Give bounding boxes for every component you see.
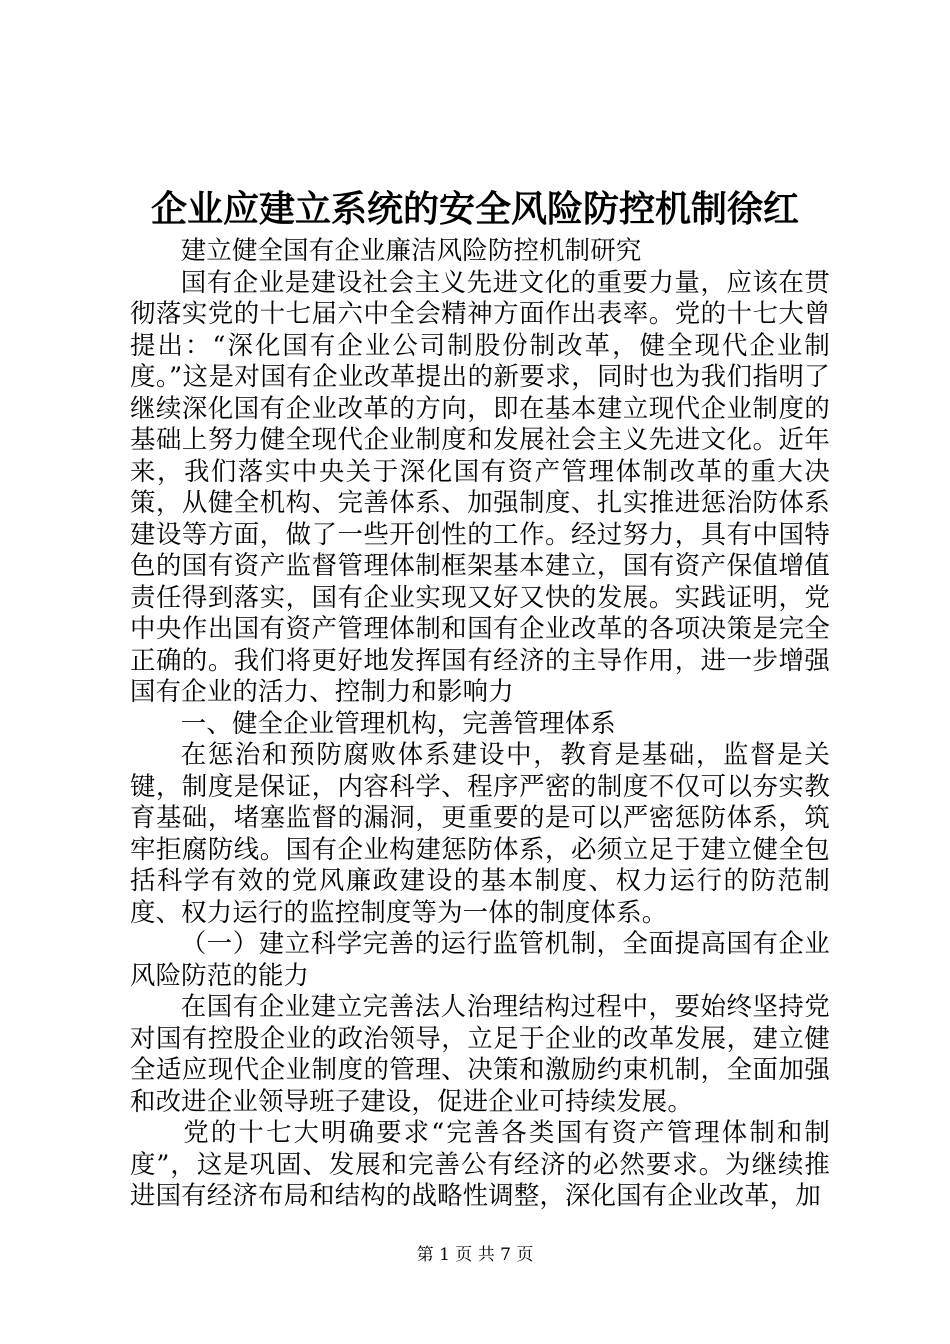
subsection-heading-1: （一）建立科学完善的运行监管机制，全面提高国有企业风险防范的能力 <box>130 928 830 990</box>
paragraph-state-assets: 党的十七大明确要求“完善各类国有资产管理体制和制度”，这是巩固、发展和完善公有经济的必然要求。为继续推进国有经济布局和结构的战略性调整，深化国有企业改革，加 <box>130 1117 830 1210</box>
page-number: 第 1 页 共 7 页 <box>416 1245 534 1265</box>
document-title: 企业应建立系统的安全风险防控机制徐红 <box>150 188 799 230</box>
document-body <box>130 235 830 1212</box>
paragraph-anti-corruption: 在惩治和预防腐败体系建设中，教育是基础，监督是关键，制度是保证，内容科学、程序严密的制度不仅可以夯实教育基础，堵塞监督的漏洞，更重要的是可以严密惩防体系，筑牢拒腐防线。国有企业构建惩防体系，必须立足于建立健全包括科学有效的党风廉政建设的基本制度、权力运行的防范制度、权力运行的监控制度等为一体的制度体系。 <box>130 739 830 927</box>
paragraph-intro: 国有企业是建设社会主义先进文化的重要力量，应该在贯彻落实党的十七届六中全会精神方面作出表率。党的十七大曾提出：“深化国有企业公司制股份制改革，健全现代企业制度。”这是对国有企业改革提出的新要求，同时也为我们指明了继续深化国有企业改革的方向，即在基本建立现代企业制度的基础上努力健全现代企业制度和发展社会主义先进文化。近年来，我们落实中央关于深化国有资产管理体制改革的重大决策，从健全机构、完善体系、加强制度、扎实推进惩治防体系建设等方面，做了一些开创性的工作。经过努力，具有中国特色的国有资产监督管理体制框架基本建立，国有资产保值增值责任得到落实，国有企业实现又好又快的发展。实践证明，党中央作出国有资产管理体制和国有企业改革的各项决策是完全正确的。我们将更好地发挥国有经济的主导作用，进一步增强国有企业的活力、控制力和影响力 <box>130 266 830 706</box>
paragraph-subtitle: 建立健全国有企业廉洁风险防控机制研究 <box>180 235 642 265</box>
section-heading-1: 一、健全企业管理机构，完善管理体系 <box>180 707 616 738</box>
paragraph-governance: 在国有企业建立完善法人治理结构过程中，要始终坚持党对国有控股企业的政治领导，立足于企业的改革发展，建立健全适应现代企业制度的管理、决策和激励约束机制，全面加强和改进企业领导班子建设，促进企业可持续发展。 <box>130 991 830 1116</box>
